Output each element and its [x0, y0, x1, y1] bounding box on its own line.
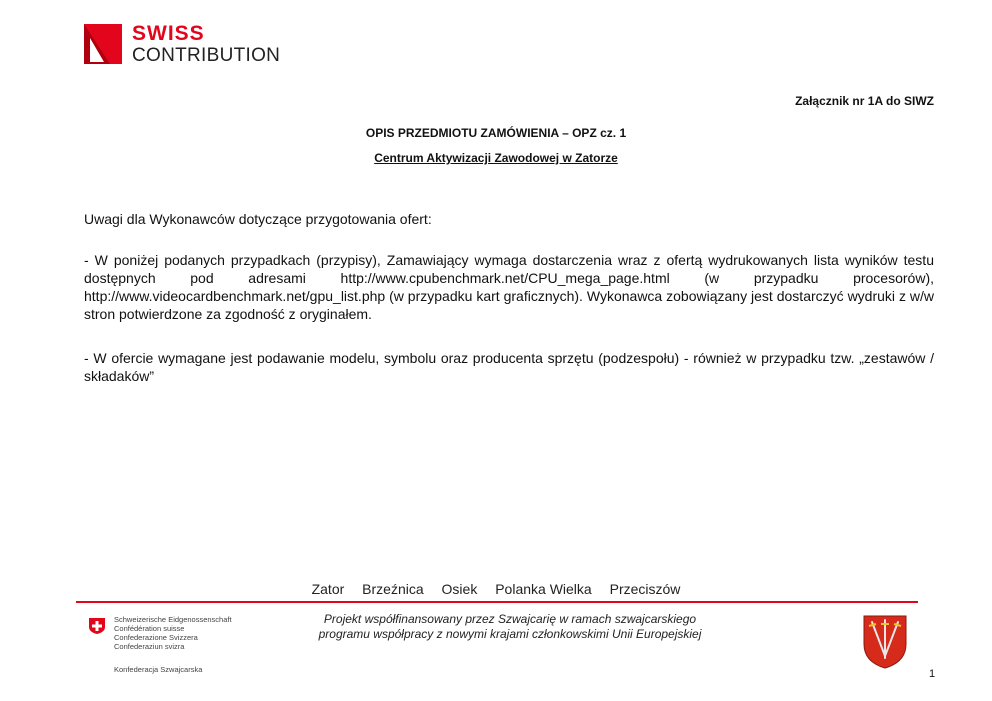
coat-of-arms-icon [862, 614, 908, 670]
towns-list [0, 581, 992, 597]
swiss-contribution-logo-icon [84, 24, 122, 64]
confederation-name: Confederaziun svizra [114, 642, 185, 651]
logo-text-swiss: SWISS [132, 22, 205, 45]
confederation-name: Confederazione Svizzera [114, 633, 198, 642]
document-title: OPIS PRZEDMIOTU ZAMÓWIENIA – OPZ cz. 1 [365, 126, 627, 140]
page-number: 1 [929, 668, 936, 680]
paragraph-benchmark: - W poniżej podanych przypadkach (przypisy), Zamawiający wymaga dostarczenia wraz z ofertą wydrukowanych lista wyników testu dostępnych pod adresami http://www.cpubenchmark.net/CPU_mega_page.html (w przypadku procesorów), http://www.videocardbenchmark.net/gpu_list.php (w przypadku kart graficznych). Wykonawca zobowiązany jest dostarczyć wydruki z w/w stron potwierdzone za zgodność z oryginałem. [84, 252, 934, 322]
footer-divider [76, 601, 918, 603]
attachment-label: Załącznik nr 1A do SIWZ [795, 94, 934, 108]
town-name: Zator [311, 581, 345, 597]
project-line: Projekt współfinansowany przez Szwajcarię w ramach szwajcarskiego [323, 612, 697, 626]
town-name: Osiek [441, 581, 478, 597]
town-name: Polanka Wielka [495, 581, 592, 597]
project-statement [0, 612, 992, 642]
swiss-contribution-logo [84, 22, 284, 66]
town-name: Przeciszów [609, 581, 681, 597]
paragraph-model: - W ofercie wymagane jest podawanie modelu, symbolu oraz producenta sprzętu (podzespołu) - również w przypadku tzw. „zestawów / składaków” [84, 350, 934, 384]
logo-text-contribution: CONTRIBUTION [132, 45, 281, 66]
document-subtitle: Centrum Aktywizacji Zawodowej w Zatorze [374, 151, 618, 165]
confederation-name: Schweizerische Eidgenossenschaft [114, 615, 232, 624]
project-line: programu współpracy z nowymi krajami członkowskimi Unii Europejskiej [318, 627, 702, 641]
town-name: Brzeźnica [362, 581, 424, 597]
confederation-polish-name: Konfederacja Szwajcarska [114, 665, 203, 674]
notes-heading: Uwagi dla Wykonawców dotyczące przygotowania ofert: [84, 211, 432, 227]
confederation-name: Confédération suisse [114, 624, 185, 633]
